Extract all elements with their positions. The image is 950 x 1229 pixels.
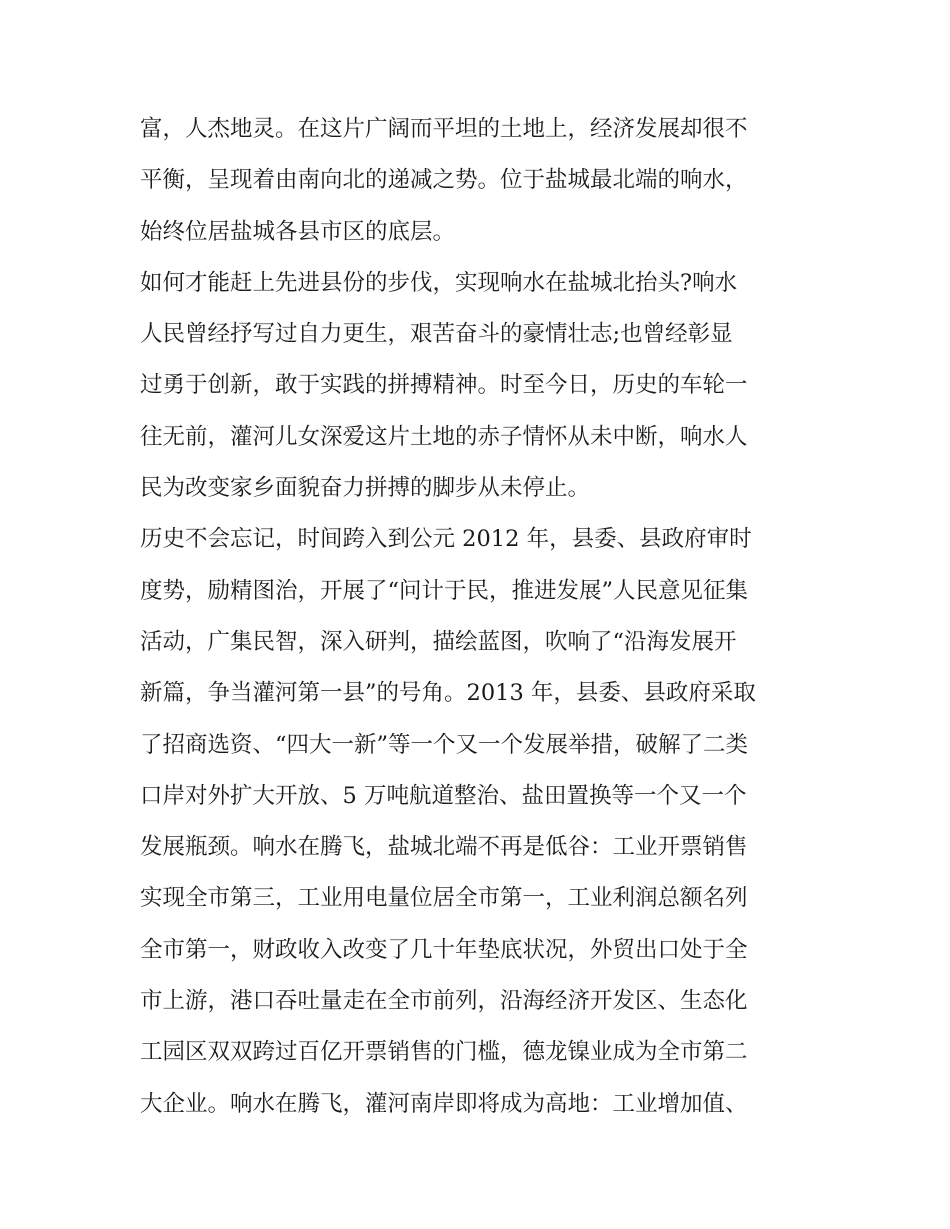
text-line: 活动，广集民智，深入研判，描绘蓝图，吹响了“沿海发展开 [140, 628, 737, 655]
text-line: 历史不会忘记，时间跨入到公元 2012 年，县委、县政府审时 [140, 526, 752, 553]
text-line: 度势，励精图治，开展了“问计于民，推进发展”人民意见征集 [140, 577, 749, 604]
text-line: 大企业。响水在腾飞，灌河南岸即将成为高地：工业增加值、 [140, 1090, 748, 1117]
text-line: 新篇，争当灌河第一县”的号角。2013 年，县委、县政府采取 [140, 680, 756, 707]
text-line: 往无前，灌河儿女深爱这片土地的赤子情怀从未中断，响水人 [140, 423, 748, 450]
text-line: 全市第一，财政收入改变了几十年垫底状况，外贸出口处于全 [140, 936, 748, 963]
text-line: 如何才能赶上先进县份的步伐，实现响水在盐城北抬头?响水 [140, 269, 738, 296]
text-line: 富，人杰地灵。在这片广阔而平坦的土地上，经济发展却很不 [140, 116, 748, 142]
text-line: 民为改变家乡面貌奋力拼搏的脚步从未停止。 [140, 475, 591, 502]
document-body-text [140, 104, 816, 1130]
text-line: 口岸对外扩大开放、5 万吨航道整治、盐田置换等一个又一个 [140, 782, 747, 809]
text-line: 工园区双双跨过百亿开票销售的门槛，德龙镍业成为全市第二 [140, 1039, 748, 1066]
text-line: 发展瓶颈。响水在腾飞，盐城北端不再是低谷：工业开票销售 [140, 834, 748, 861]
text-line: 人民曾经抒写过自力更生，艰苦奋斗的豪情壮志;也曾经彰显 [140, 321, 733, 348]
text-line: 市上游，港口吞吐量走在全市前列，沿海经济开发区、生态化 [140, 988, 748, 1015]
text-line: 实现全市第三，工业用电量位居全市第一，工业利润总额名列 [140, 885, 748, 912]
text-line: 平衡，呈现着由南向北的递减之势。位于盐城最北端的响水， [140, 167, 748, 194]
text-line: 了招商选资、“四大一新”等一个又一个发展举措，破解了二类 [140, 731, 749, 758]
text-line: 始终位居盐城各县市区的底层。 [140, 218, 456, 245]
text-line: 过勇于创新，敢于实践的拼搏精神。时至今日，历史的车轮一 [140, 372, 748, 399]
